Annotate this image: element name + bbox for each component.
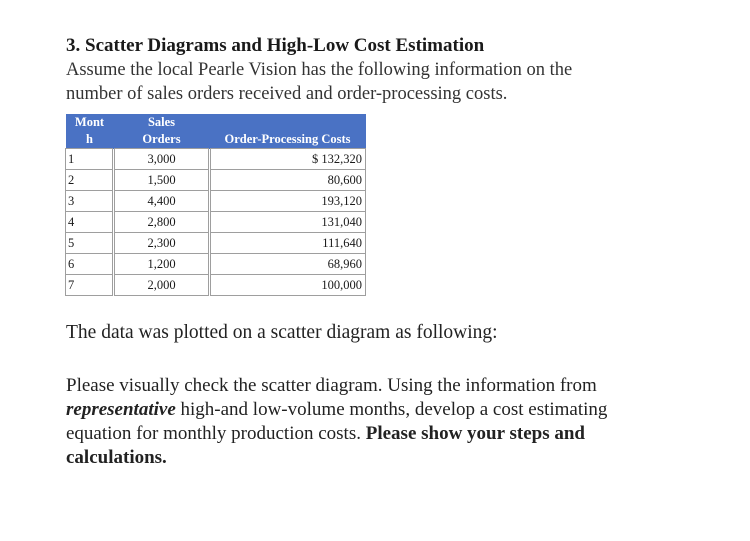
sales-orders-cell: 1,200 <box>114 254 210 275</box>
intro-line-1: Assume the local Pearle Vision has the following information on the <box>66 60 573 80</box>
month-cell: 7 <box>66 275 114 296</box>
table-row <box>66 212 366 233</box>
question-line-1: Please visually check the scatter diagram. Using the information from <box>66 375 597 396</box>
question-line-2-rest: high-and low-volume months, develop a cost estimating <box>175 399 608 420</box>
table-row <box>66 149 366 170</box>
sales-header-line-2: Orders <box>142 132 181 146</box>
month-cell: 5 <box>66 233 114 254</box>
question-heading: 3. Scatter Diagrams and High-Low Cost Estimation <box>66 35 485 56</box>
cost-cell: 68,960 <box>210 254 366 275</box>
cost-cell: 100,000 <box>210 275 366 296</box>
sales-orders-cell: 2,800 <box>114 212 210 233</box>
intro-line-2: number of sales orders received and order-processing costs. <box>66 84 508 104</box>
order-processing-costs-column-header <box>210 114 366 149</box>
cost-header-label: Order-Processing Costs <box>224 132 351 146</box>
scatter-plot-note: The data was plotted on a scatter diagram as following: <box>66 322 498 343</box>
month-cell: 3 <box>66 191 114 212</box>
question-line-4-bold: calculations. <box>66 447 167 468</box>
sales-orders-cell: 2,000 <box>114 275 210 296</box>
question-line-3-bold: Please show your steps and <box>365 423 585 444</box>
month-header-line-1: Mont <box>74 115 105 129</box>
sales-orders-cell: 1,500 <box>114 170 210 191</box>
table-row <box>66 254 366 275</box>
sales-orders-cell: 2,300 <box>114 233 210 254</box>
month-cell: 1 <box>66 149 114 170</box>
sales-orders-cell: 3,000 <box>114 149 210 170</box>
table-row <box>66 275 366 296</box>
cost-cell: $ 132,320 <box>210 149 366 170</box>
intro-paragraph <box>66 58 706 106</box>
table-row <box>66 191 366 212</box>
table-row <box>66 233 366 254</box>
table-row <box>66 170 366 191</box>
question-line-4 <box>66 446 706 470</box>
month-header-line-2: h <box>86 132 93 146</box>
question-instructions <box>66 374 706 470</box>
emphasis-representative: representative <box>66 399 176 420</box>
table-header-row <box>66 114 366 149</box>
month-cell: 2 <box>66 170 114 191</box>
sales-orders-column-header <box>114 114 210 149</box>
cost-cell: 193,120 <box>210 191 366 212</box>
cost-data-table <box>65 114 366 296</box>
question-line-2 <box>66 398 706 422</box>
question-line-3-plain: equation for monthly production costs. <box>66 423 366 444</box>
month-column-header <box>66 114 114 149</box>
cost-cell: 80,600 <box>210 170 366 191</box>
cost-cell: 131,040 <box>210 212 366 233</box>
month-cell: 4 <box>66 212 114 233</box>
sales-orders-cell: 4,400 <box>114 191 210 212</box>
sales-header-line-1: Sales <box>147 115 176 129</box>
cost-cell: 111,640 <box>210 233 366 254</box>
question-line-3 <box>66 422 706 446</box>
month-cell: 6 <box>66 254 114 275</box>
